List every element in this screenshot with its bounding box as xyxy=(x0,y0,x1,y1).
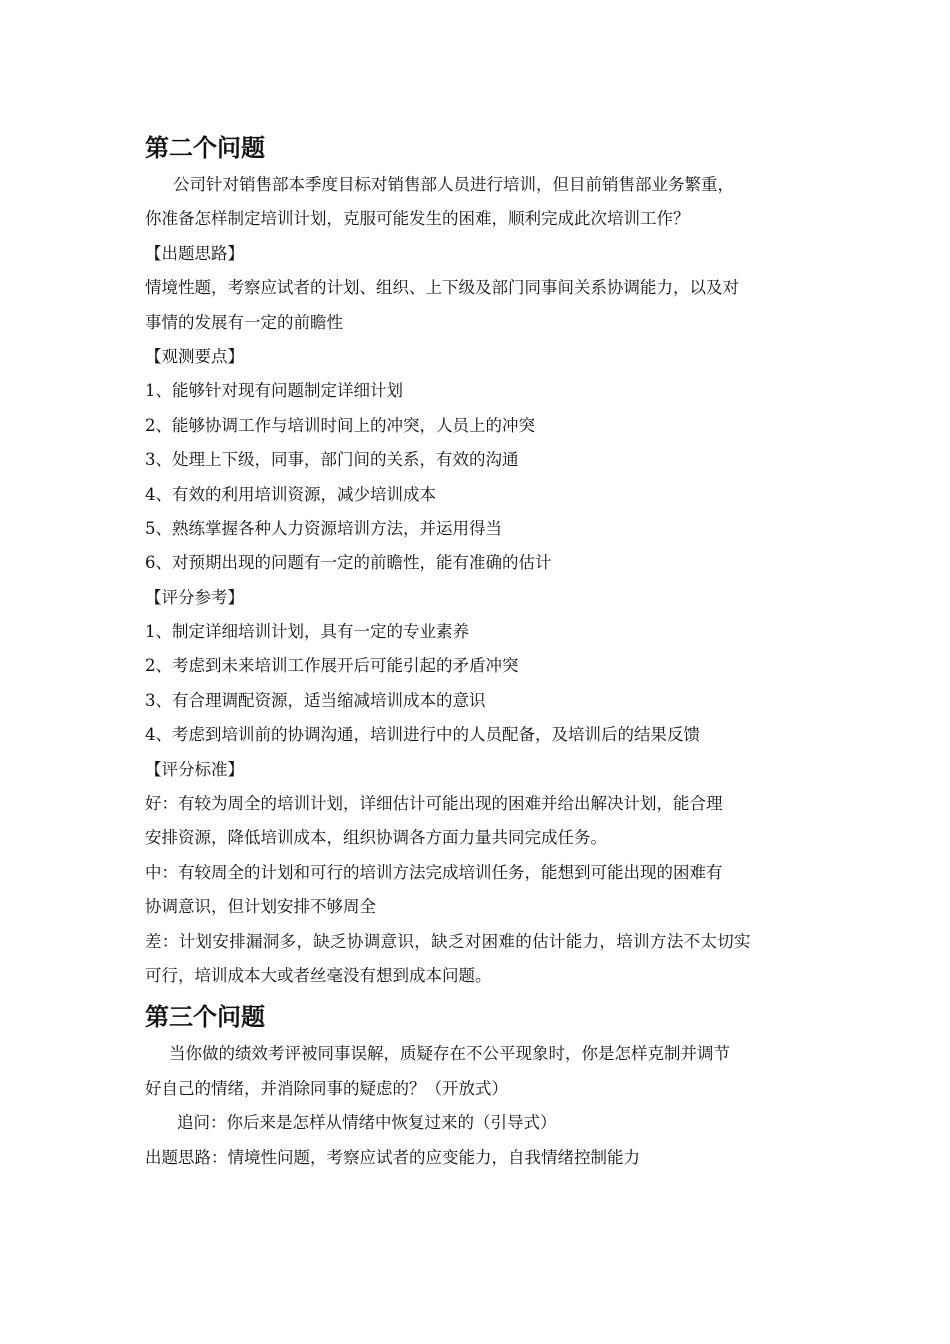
standard-poor-line-1: 差：计划安排漏洞多，缺乏协调意识，缺乏对困难的估计能力，培训方法不太切实 xyxy=(145,931,751,951)
reference-item: 4、考虑到培训前的协调沟通，培训进行中的人员配备，及培训后的结果反馈 xyxy=(145,725,700,745)
reference-item: 2、考虑到未来培训工作展开后可能引起的矛盾冲突 xyxy=(145,656,519,676)
observe-item: 2、能够协调工作与培训时间上的冲突，人员上的冲突 xyxy=(145,415,535,435)
observe-item: 1、能够针对现有问题制定详细计划 xyxy=(145,381,403,401)
observe-item: 4、有效的利用培训资源，减少培训成本 xyxy=(145,484,436,504)
section-3-idea: 出题思路：情境性问题，考察应试者的应变能力，自我情绪控制能力 xyxy=(145,1147,640,1167)
section-3-followup: 追问：你后来是怎样从情绪中恢复过来的（引导式） xyxy=(177,1113,557,1133)
observe-item: 6、对预期出现的问题有一定的前瞻性，能有准确的估计 xyxy=(145,553,552,573)
standard-medium-line-1: 中：有较周全的计划和可行的培训方法完成培训任务，能想到可能出现的困难有 xyxy=(145,862,723,882)
reference-item: 1、制定详细培训计划，具有一定的专业素养 xyxy=(145,622,469,642)
reference-item: 3、有合理调配资源，适当缩减培训成本的意识 xyxy=(145,690,486,710)
idea-line-2: 事情的发展有一定的前瞻性 xyxy=(145,312,343,332)
standard-poor-line-2: 可行，培训成本大或者丝毫没有想到成本问题。 xyxy=(145,965,492,985)
document-page xyxy=(145,128,835,1175)
standard-good-line-2: 安排资源，降低培训成本，组织协调各方面力量共同完成任务。 xyxy=(145,828,607,848)
section-3-question-line-2: 好自己的情绪，并消除同事的疑虑的？（开放式） xyxy=(145,1078,508,1098)
section-2-question-line-1: 公司针对销售部本季度目标对销售部人员进行培训，但目前销售部业务繁重， xyxy=(173,175,734,194)
section-2-question-line-2: 你准备怎样制定培训计划，克服可能发生的困难，顺利完成此次培训工作？ xyxy=(145,209,690,229)
reference-header: 【评分参考】 xyxy=(145,587,244,607)
observe-item: 3、处理上下级，同事，部门间的关系，有效的沟通 xyxy=(145,450,519,470)
observe-item: 5、熟练掌握各种人力资源培训方法，并运用得当 xyxy=(145,518,502,538)
standard-header: 【评分标准】 xyxy=(145,759,244,779)
standard-good-line-1: 好：有较为周全的培训计划，详细估计可能出现的困难并给出解决计划，能合理 xyxy=(145,794,723,814)
standard-medium-line-2: 协调意识，但计划安排不够周全 xyxy=(145,897,376,917)
section-3-title: 第三个问题 xyxy=(145,1003,265,1032)
observe-header: 【观测要点】 xyxy=(145,346,244,366)
section-2-title: 第二个问题 xyxy=(145,134,265,162)
section-3-question-line-1: 当你做的绩效考评被同事误解，质疑存在不公平现象时，你是怎样克制并调节 xyxy=(169,1044,730,1064)
idea-line-1: 情境性题，考察应试者的计划、组织、上下级及部门同事间关系协调能力，以及对 xyxy=(145,278,739,298)
idea-header: 【出题思路】 xyxy=(145,243,244,263)
